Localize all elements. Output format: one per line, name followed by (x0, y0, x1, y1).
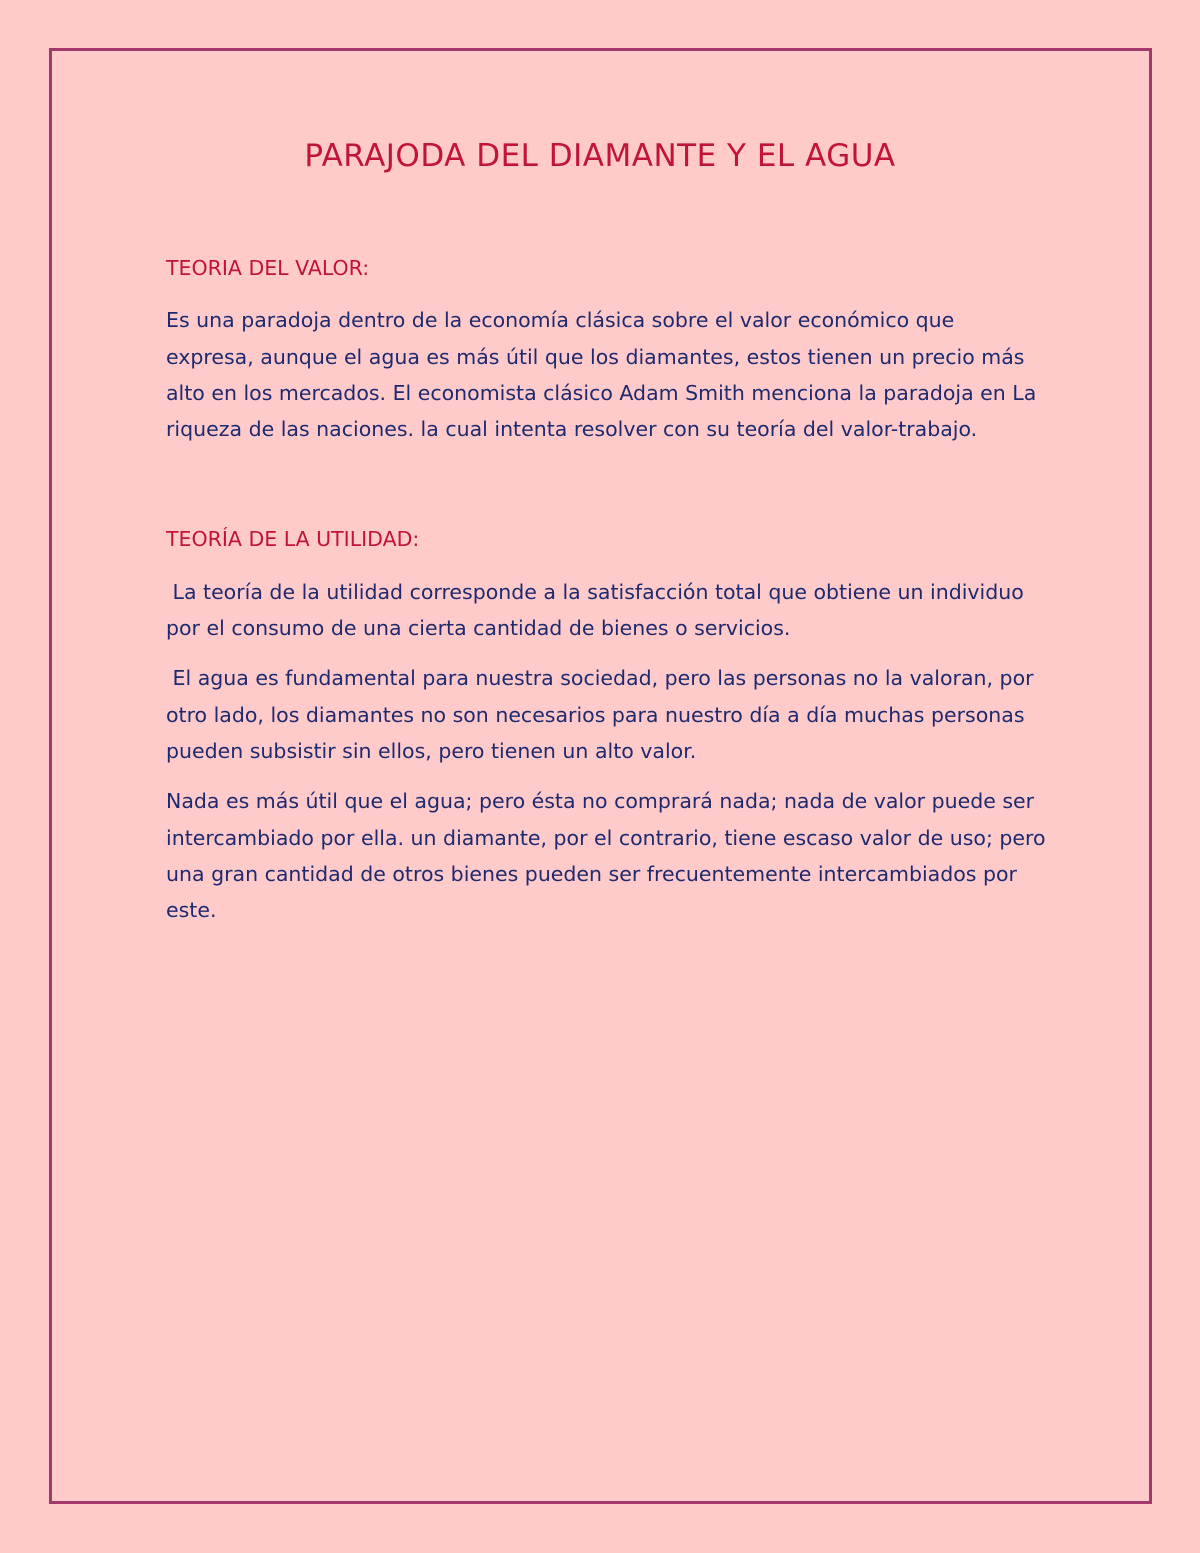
document-title: PARAJODA DEL DIAMANTE Y EL AGUA (304, 138, 896, 174)
paragraph-utilidad-1: La teoría de la utilidad corresponde a la satisfacción total que obtiene un individuo por el consumo de una cierta cantidad de bienes o servicios. (166, 579, 1031, 641)
section-heading-valor: TEORIA DEL VALOR: (166, 256, 370, 280)
section-heading-utilidad: TEORÍA DE LA UTILIDAD: (166, 527, 420, 552)
paragraph-utilidad-2: El agua es fundamental para nuestra sociedad, pero las personas no la valoran, por otro lado, los diamantes no son necesarios para nuestro día a día muchas personas pueden subsistir sin ellos, pero tienen un alto valor. (166, 666, 1041, 763)
document-body (166, 250, 1046, 928)
paragraph-utilidad-3: Nada es más útil que el agua; pero ésta no comprará nada; nada de valor puede ser intercambiado por ella. un diamante, por el contrario, tiene escaso valor de uso; pero una gran cantidad de otros bienes pueden ser frecuentemente intercambiados por este. (166, 789, 1046, 923)
paragraph-valor: Es una paradoja dentro de la economía clásica sobre el valor económico que expresa, aunque el agua es más útil que los diamantes, estos tienen un precio más alto en los mercados. El economista clásico Adam Smith menciona la paradoja en La riqueza de las naciones. la cual intenta resolver con su teoría del valor-trabajo. (166, 308, 1037, 442)
